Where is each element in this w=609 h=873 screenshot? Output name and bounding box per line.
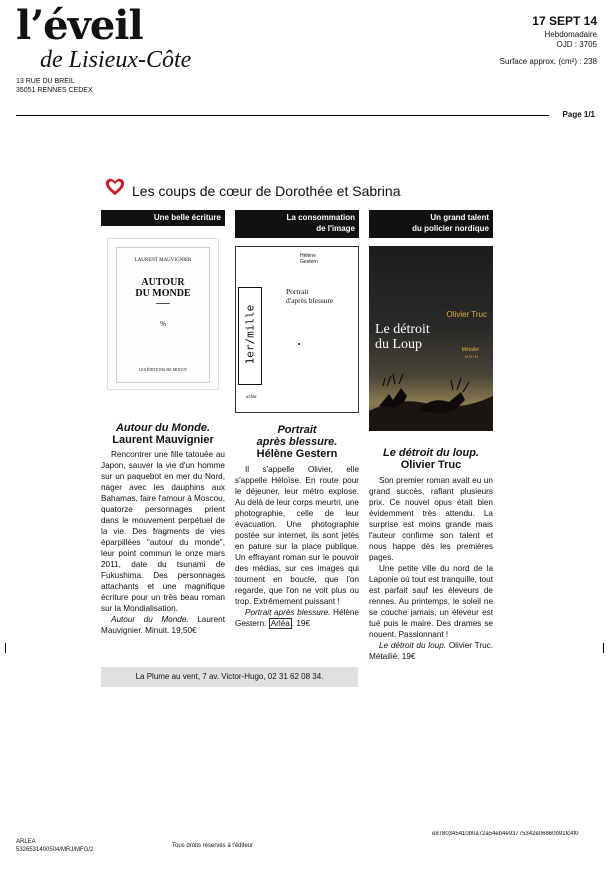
frequency: Hebdomadaire [544,30,597,39]
cover-title: Le détroit du Loup [375,322,430,352]
address-line-2: 35051 RENNES CEDEX [16,87,93,94]
ojd: OJD : 3705 [556,40,597,49]
column-header-2-line2: de l'image [316,224,355,233]
cover-publisher: arléa [246,395,257,400]
footer-reference: 5326531400504/MRJ/MFG/2 [16,847,94,853]
footer-publisher: ARLEA [16,839,36,845]
newspaper-logo-subtitle: de Lisieux-Côte [40,47,192,73]
cover-series: NOIR [465,354,479,359]
book-reference-title: Autour du Monde. [111,615,189,624]
cover-author: Olivier Truc [446,310,487,319]
surface-approx: Surface approx. (cm²) : 238 [499,57,597,66]
book-title-1-author: Laurent Mauvignier [112,434,214,446]
book-title-2-name-1: Portrait [277,424,317,436]
cover-publisher: Métailié [461,347,479,353]
column-body-3 [369,475,493,662]
book-title-3-name: Le détroit du loup. [383,447,479,459]
book-reference-publisher: Arléa [270,619,290,628]
column-body-1 [101,449,225,636]
column-header-3-line2: du policier nordique [412,224,489,233]
column-header-2 [235,210,359,238]
cover-title-1: AUTOUR [141,277,185,288]
book-reference-title: Le détroit du loup. [379,641,447,650]
address-line-1: 13 RUE DU BREIL [16,78,75,85]
book-cover-autour-du-monde [107,238,219,390]
header-rule [16,115,549,116]
issue-date: 17 SEPT 14 [532,14,597,28]
paragraph: Rencontrer une fille tatouée au Japon, sauver la vie d'un homme sur un paquebot en mer du Nord, nager avec les dauphins aux Bahamas, faire l'amour à Moscou, quatorze personnages prient dans le mouvement perpétuel de la vie. Des fragments de vies éparpillées "autour du monde", leur point commun le onze mars 2011, date du tsunami de Fukushima. Des personnages attachants et une magnifique écriture pour un très beau roman sur la Mondialisation. [101,450,225,613]
page-number: Page 1/1 [562,110,595,119]
book-title-2-name-2: après blessure. [256,436,338,448]
crop-mark-right [603,643,604,653]
footer-rights: Tous droits réservés à l'éditeur [172,843,254,849]
cover-author: LAURENT MAUVIGNIER [134,258,192,263]
column-body-2 [235,464,359,629]
book-title-2-author: Hélène Gestern [256,448,338,460]
column-header-3-line1: Un grand talent [430,213,489,222]
book-reference-details: Laurent Mauvignier. Minuit. 19,50€ [101,615,226,635]
column-header-3 [369,210,493,238]
cover-publisher: LES ÉDITIONS DE MINUIT [138,367,188,372]
newspaper-logo: l’éveil [16,2,143,49]
book-title-1-name: Autour du Monde. [115,422,211,434]
book-reference-author: Hélène Gestern. [235,608,359,628]
reindeer-illustration [369,366,493,431]
cover-title: Portrait d'après blessure [286,287,334,305]
cover-publisher-mark: % [160,320,166,328]
book-reference-details: Olivier Truc. Métailié. 19€ [369,641,493,661]
book-cover-portrait-apres-blessure [235,246,359,413]
footer-hash: e8780345410b0a72a54eb4e93775342e06860b91fc4f0 [432,831,579,837]
bookshop-address: La Plume au vent, 7 av. Victor-Hugo, 02 31 62 08 34. [101,667,358,687]
book-reference-title: Portrait après blessure. [245,608,331,617]
book-title-3-author: Olivier Truc [400,459,462,471]
heart-icon [104,176,126,198]
column-header-1: Une belle écriture [101,210,225,226]
cover-title-2: DU MONDE [135,288,191,299]
cover-author: Hélène Gestern [300,253,318,265]
paragraph: Son premier roman avait eu un grand succès, raflant plusieurs prix. Ce nouvel opus était bien évidemment très attendu. La surprise est moins grande mais l'auteur confirme son talent et nous happe dès les premières pages. [369,476,493,562]
book-title-1 [101,422,225,446]
cover-side-label: 1er/mille [238,287,262,385]
crop-mark-left [5,643,6,653]
paragraph: Une petite ville du nord de la Laponie où tout est tranquille, tout est parfait sauf les éleveurs de rennes. Au printemps, le soleil ne se couche jamais, un éleveur est tué puis le maire. Des drames se nouent. Passionnant ! [369,564,493,639]
cover-divider [156,303,170,304]
column-header-2-line1: La consommation [286,213,355,222]
book-cover-le-detroit-du-loup [369,246,493,431]
article-headline: Les coups de cœur de Dorothée et Sabrina [132,183,401,199]
paragraph: Il s'appelle Olivier, elle s'appelle Héloïse. En route pour le déjeuner, leur métro explose. Au delà de leur corps meurtri, une photographie, celle de leur évacuation. Une photographie postée sur internet, ils sont jetés en pature sur la place publique. Un effrayant roman sur le pouvoir des médias, sur ces images qui tournent en boucle, que l'on regarde, que l'on ne voit plus ou trop. Extrêmement puissant ! [235,465,359,606]
book-title-3 [369,447,493,471]
book-reference-price: . 19€ [291,619,311,628]
book-title-2 [235,424,359,460]
cover-dot [298,343,300,345]
